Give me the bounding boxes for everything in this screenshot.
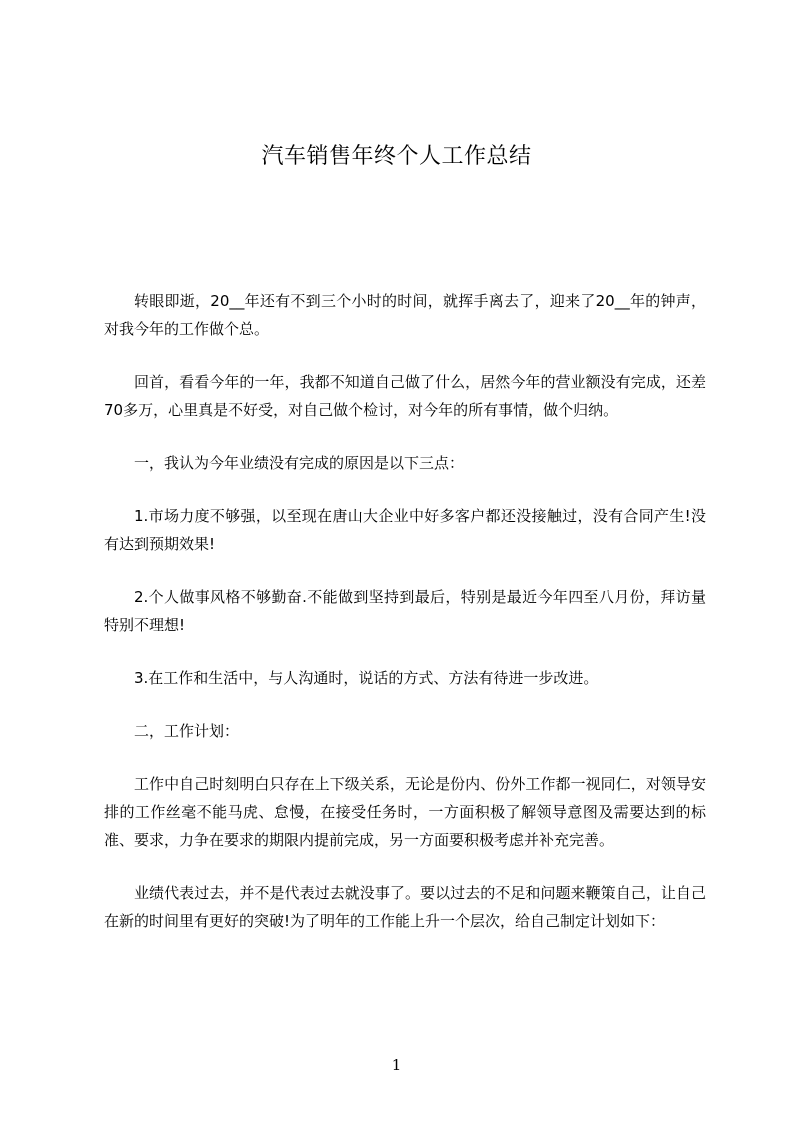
paragraph-intro: 转眼即逝，20__年还有不到三个小时的时间，就挥手离去了，迎来了20__年的钟声，对我今年的工作做个总。 [104,292,706,338]
section-heading-reasons: 一，我认为今年业绩没有完成的原因是以下三点： [134,454,465,472]
paragraph-plan-intro: 业绩代表过去，并不是代表过去就没事了。要以过去的不足和问题来鞭策自己，让自己在新的时间里有更好的突破!为了明年的工作能上升一个层次，给自己制定计划如下： [104,884,706,930]
list-item-reason-2: 2.个人做事风格不够勤奋.不能做到坚持到最后，特别是最近今年四至八月份，拜访量特别不理想! [104,588,706,634]
list-item-reason-1: 1.市场力度不够强，以至现在唐山大企业中好多客户都还没接触过，没有合同产生!没有达到预期效果! [104,507,706,553]
paragraph-review: 回首，看看今年的一年，我都不知道自己做了什么，居然今年的营业额没有完成，还差70多万，心里真是不好受，对自己做个检讨，对今年的所有事情，做个归纳。 [104,373,706,419]
document-title: 汽车销售年终个人工作总结 [261,144,532,169]
page-number: 1 [391,1056,402,1074]
paragraph-work-attitude: 工作中自己时刻明白只存在上下级关系，无论是份内、份外工作都一视同仁，对领导安排的工作丝毫不能马虎、怠慢，在接受任务时，一方面积极了解领导意图及需要达到的标准、要求，力争在要求的期限内提前完成，另一方面要积极考虑并补充完善。 [104,775,706,849]
list-item-reason-3: 3.在工作和生活中，与人沟通时，说话的方式、方法有待进一步改进。 [134,669,599,687]
document-body [104,287,706,960]
section-heading-plan: 二，工作计划： [134,722,240,740]
